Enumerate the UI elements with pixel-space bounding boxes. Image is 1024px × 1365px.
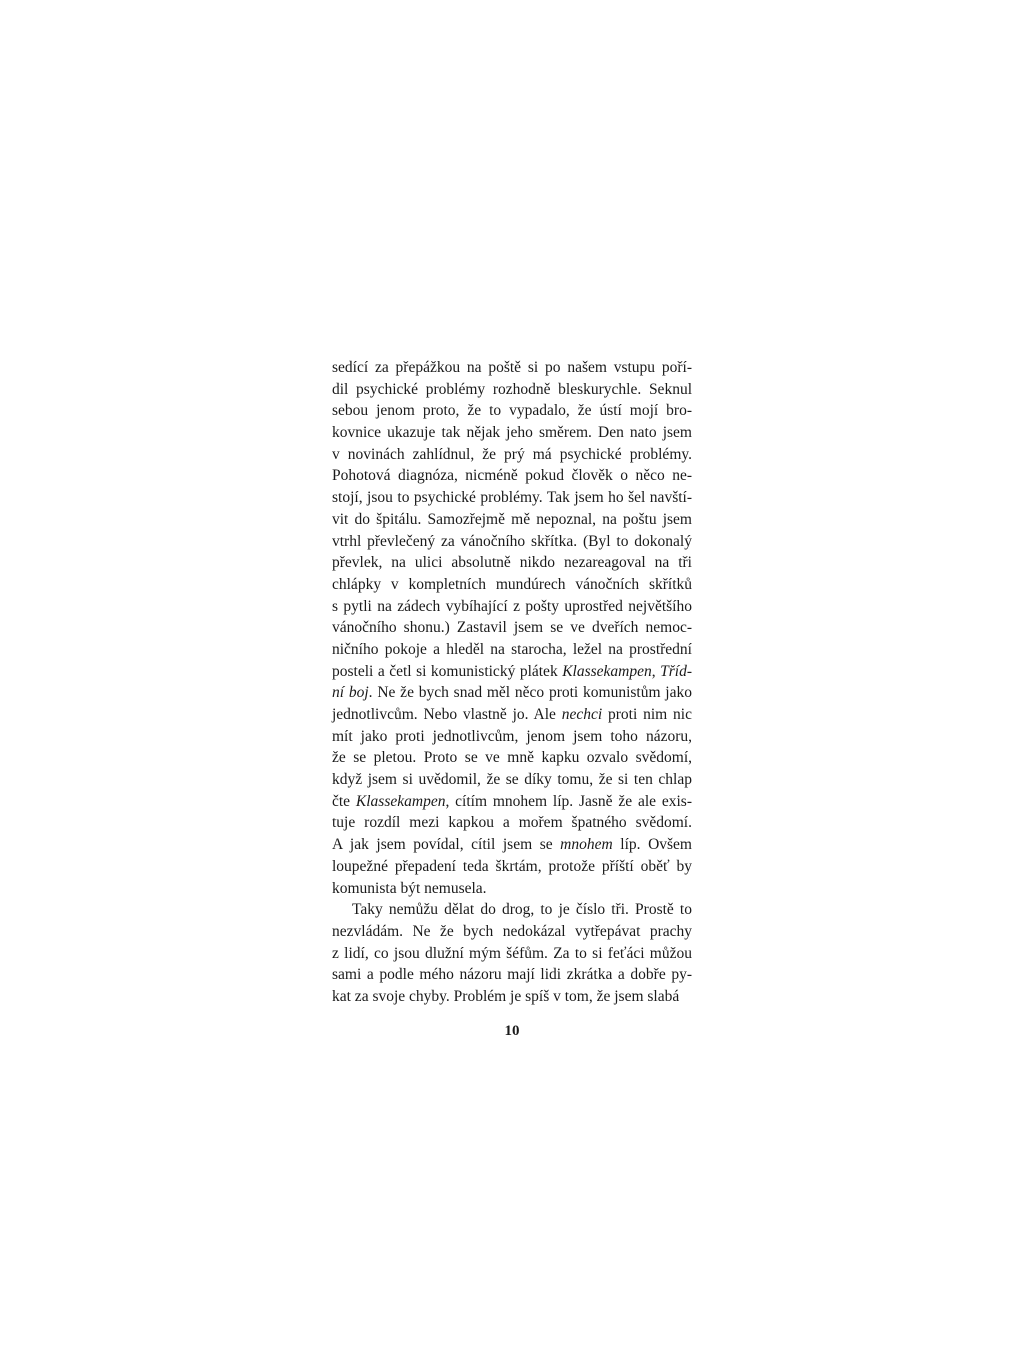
text-segment: v novinách zahlídnul, že prý má psychické problémy. [332,445,692,463]
text-segment: z lidí, co jsou dlužní mým šéfům. Za to si feťáci můžou [332,944,692,962]
text-segment: dil psychické problémy rozhodně bleskurychle. Seknul [332,380,692,398]
text-segment: kat za svoje chyby. Problém je spíš v tom, že jsem slabá [332,987,680,1005]
text-segment: sebou jenom proto, že to vypadalo, že ústí mojí bro- [332,402,692,420]
text-line [332,747,692,769]
text-segment: s pytli na zádech vybíhající z pošty uprostřed největšího [332,597,692,615]
text-segment: že se pletou. Proto se ve mně kapku ozvalo svědomí, [332,749,692,767]
text-line [332,617,692,639]
text-line [332,856,692,878]
text-line [332,682,692,704]
italic-text: Tříd- [660,662,693,680]
text-line [332,812,692,834]
text-segment: nezvládám. Ne že bych nedokázal vytřepávat prachy [332,922,692,940]
text-segment: vit do špitálu. Samozřejmě mě nepoznal, na poštu jsem [332,510,692,528]
text-line [332,531,692,553]
text-line [332,509,692,531]
text-segment: Taky nemůžu dělat do drog, to je číslo tři. Prostě to [352,901,692,919]
text-segment: , [651,662,661,680]
text-segment: ničního pokoje a hleděl na starocha, ležel na prostřední [332,640,692,658]
text-segment: převlek, na ulici absolutně nikdo nezareagoval na tři [332,554,692,572]
text-line [332,986,692,1008]
paragraph [332,357,692,899]
text-line [332,704,692,726]
text-line [332,379,692,401]
text-line [332,422,692,444]
text-line [332,726,692,748]
text-segment: proti nim nic [602,706,692,723]
text-line [332,964,692,986]
text-segment: posteli a četl si komunistický plátek [332,662,563,680]
text-line [332,921,692,943]
text-line [332,661,692,683]
text-line [332,899,692,921]
text-segment: když jsem si uvědomil, že se díky tomu, že si ten chlap [332,771,692,789]
text-line [332,465,692,487]
text-line [332,834,692,856]
text-line [332,878,692,900]
text-segment: chlápky v kompletních mundúrech vánočních skřítků [332,575,692,593]
text-line [332,596,692,618]
text-segment: stojí, jsou to psychické problémy. Tak jsem ho šel navští- [332,489,692,507]
text-segment: . Ne že bych snad měl něco proti komunistům jako [368,684,692,702]
text-line [332,943,692,965]
text-segment: líp. Ovšem [612,836,692,854]
text-segment: mít jako proti jednotlivcům, jenom jsem toho názoru, [332,727,692,745]
page-number: 10 [504,1023,520,1039]
text-line [332,400,692,422]
italic-text: ní boj [332,684,369,702]
text-line [332,444,692,466]
text-segment: A jak jsem povídal, cítil jsem se [332,836,561,854]
text-line [332,769,692,791]
text-line [332,574,692,596]
italic-text: mnohem [560,836,613,854]
text-line [332,487,692,509]
text-segment: loupežné přepadení teda škrtám, protože příští oběť by [332,857,692,875]
text-segment: vtrhl převlečený za vánočního skřítka. (Byl to dokonalý [332,532,692,550]
italic-text: Klassekampen [562,662,652,680]
italic-text: Klassekampen [355,792,446,810]
text-line [332,552,692,574]
text-line [332,639,692,661]
text-segment: kovnice ukazuje tak nějak jeho směrem. Den nato jsem [332,424,692,442]
italic-text: nechci [561,706,603,723]
text-line [332,357,692,379]
text-segment: vánočního shonu.) Zastavil jsem se ve dveřích nemoc- [332,619,692,637]
text-segment: sami a podle mého názoru mají lidi zkrátka a dobře py- [332,966,692,984]
text-segment: sedící za přepážkou na poště si po našem vstupu poří- [332,359,692,376]
text-segment: jednotlivcům. Nebo vlastně jo. Ale [332,706,562,723]
text-line [332,791,692,813]
text-segment: čte [332,792,356,810]
text-segment: tuje rozdíl mezi kapkou a mořem špatného svědomí. [332,814,692,832]
paragraph [332,899,692,1007]
text-segment: komunista být nemusela. [332,879,487,897]
text-segment: Pohotová diagnóza, nicméně pokud člověk o něco ne- [332,467,692,485]
text-segment: , cítím mnohem líp. Jasně že ale exis- [445,792,692,810]
body-text [332,357,692,1008]
